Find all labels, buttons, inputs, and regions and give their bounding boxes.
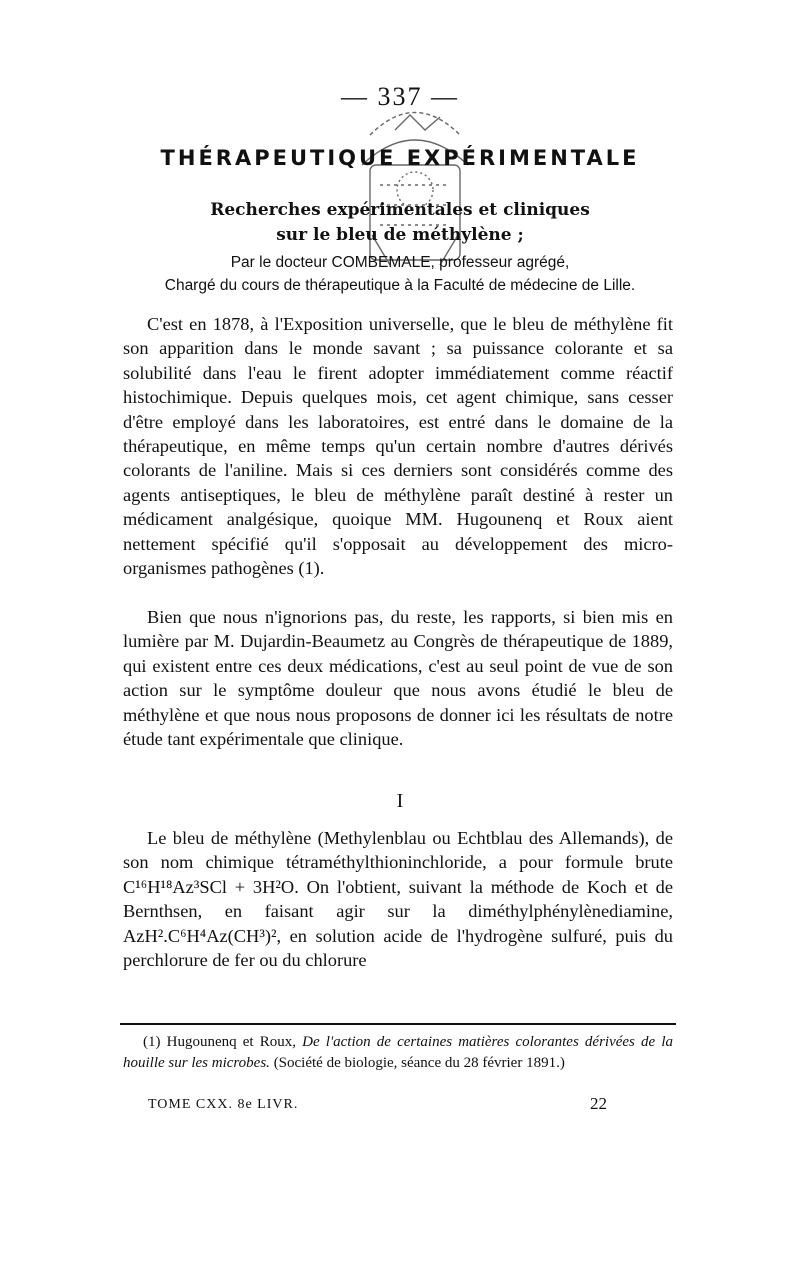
article-title-line2: sur le bleu de méthylène ; bbox=[276, 225, 524, 245]
chemical-formula-1: C¹⁶H¹⁸Az³SCl + 3H²O bbox=[123, 876, 295, 897]
paragraph-1-text: C'est en 1878, à l'Exposition universelle, que le bleu de méthylène fit son apparition dans le monde savant ; sa puissance colorante et sa solubilité dans l'eau le firent adopter immédiatement comme réactif histochimique. Depuis quelques mois, cet agent chimique, sans cesser d'être employé dans les laboratoires, est entré dans le domaine de la thérapeutique, en même temps qu'un certain nombre d'autres dérivés colorants de l'aniline. Mais si ces derniers sont considérés comme des agents antiseptiques, le bleu de méthylène paraît destiné à rester un médicament analgésique, quoique MM. Hugounenq et Roux aient nettement spécifié qu'il s'opposait au développement des micro-organismes pathogènes (1). bbox=[123, 314, 673, 579]
author-role: Chargé du cours de thérapeutique à la Faculté de médecine de Lille. bbox=[164, 277, 636, 294]
footnote-divider bbox=[120, 1023, 676, 1025]
footnote-source: (Société de biologie, séance du 28 février 1891.) bbox=[269, 1055, 565, 1071]
paragraph-3-start: Le bleu de méthylène (Methylenblau ou Echtblau des Allemands), de son nom chimique tétraméthylthioninchloride, a pour formule brute bbox=[123, 828, 673, 873]
paragraph-1 bbox=[123, 312, 673, 580]
section-numeral: I bbox=[396, 790, 404, 812]
paragraph-3-mid: . On l'obtient, suivant la méthode de Koch et de Bernthsen, en faisant agir sur la diméthylphénylènediamine, bbox=[123, 876, 673, 922]
printer-signature: TOME CXX. 8e LIVR. bbox=[148, 1097, 299, 1112]
paragraph-3-end: , en solution acide de l'hydrogène sulfuré, puis du perchlorure de fer ou du chlorure bbox=[123, 925, 673, 971]
section-title: THÉRAPEUTIQUE EXPÉRIMENTALE bbox=[160, 146, 640, 170]
footnote-authors: (1) Hugounenq et Roux, bbox=[143, 1034, 303, 1050]
paragraph-3 bbox=[123, 826, 673, 972]
paragraph-2 bbox=[123, 605, 673, 751]
paragraph-2-text: Bien que nous n'ignorions pas, du reste, les rapports, si bien mis en lumière par M. Dujardin-Beaumetz au Congrès de thérapeutique de 1889, qui existent entre ces deux médications, c'est au seul point de vue de son action sur le symptôme douleur que nous avons étudié le bleu de méthylène et que nous nous proposons de donner ici les résultats de notre étude tant expérimentale que clinique. bbox=[123, 607, 673, 750]
signature-number: 22 bbox=[590, 1094, 607, 1113]
article-title-line1: Recherches expérimentales et cliniques bbox=[210, 200, 590, 220]
chemical-formula-2: AzH².C⁶H⁴Az(CH³)² bbox=[123, 925, 277, 946]
footnote-text bbox=[123, 1032, 673, 1074]
paragraph-3-text bbox=[123, 826, 673, 972]
footnote-title: De l'action de certaines matières colorantes dérivées de la houille sur les microbes. bbox=[123, 1034, 673, 1071]
footnote bbox=[123, 1032, 673, 1074]
page-number: — 337 — bbox=[341, 82, 459, 111]
author-line: Par le docteur COMBEMALE, professeur agrégé, bbox=[230, 254, 570, 271]
